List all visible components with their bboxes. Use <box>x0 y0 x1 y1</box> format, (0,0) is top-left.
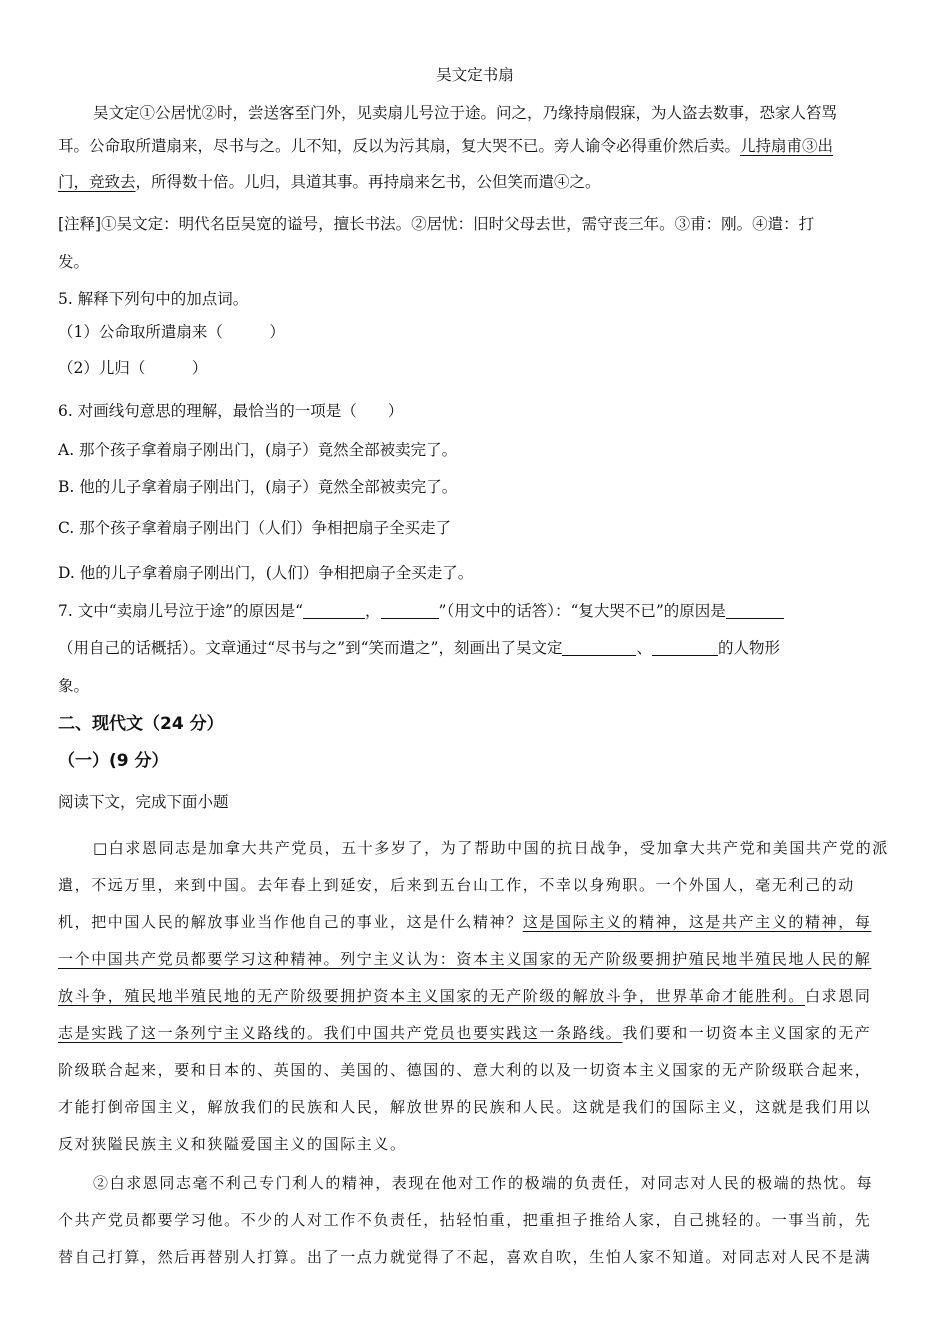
answer-blank[interactable] <box>652 639 718 656</box>
section-heading: 二、现代文（24 分） <box>58 714 224 734</box>
dotted-word: 遣 <box>160 323 177 341</box>
modern-line-9: 反对狭隘民族主义和狭隘爱国主义的国际主义。 <box>58 1135 407 1153</box>
modern-line-3: 机，把中国人民的解放事业当作他自己的事业，这是什么精神？这是国际主义的精神，这是共产主义的精神，每 <box>58 913 872 931</box>
modern-line-4: 一个中国共产党员都要学习这种精神。列宁主义认为：资本主义国家的无产阶级要拥护殖民地半殖民地人民的解 <box>58 950 872 968</box>
annotation-line-1: [注释]①吴文定：明代名臣吴宽的谥号，擅长书法。②居忧：旧时父母去世，需守丧三年。③甫：刚。④遣：打 <box>58 215 815 233</box>
modern-line-5: 放斗争，殖民地半殖民地的无产阶级要拥护资本主义国家的无产阶级的解放斗争，世界革命才能胜利。白求恩同 <box>58 987 872 1005</box>
modern-line-7: 阶级联合起来，要和日本的、英国的、美国的、德国的、意大利的以及一切资本主义国家的无产阶级联合起来， <box>58 1061 872 1079</box>
passage-title: 吴文定书扇 <box>436 66 514 84</box>
dotted-word: 归 <box>114 359 130 377</box>
underlined-passage: 放斗争，殖民地半殖民地的无产阶级要拥护资本主义国家的无产阶级的解放斗争，世界革命才能胜利。 <box>58 987 806 1005</box>
underlined-sentence-part2: 门，竞致去 <box>58 173 136 191</box>
question-5-item-1: （1）公命取所遣扇来（ ） <box>58 323 285 341</box>
classical-line-2: 耳。公命取所遣扇来，尽书与之。儿不知，反以为污其扇，复大哭不已。旁人谕令必得重价然后卖。儿持扇甫③出 <box>58 137 834 155</box>
classical-line-1: 吴文定①公居忧②时，尝送客至门外，见卖扇儿号泣于途。问之，乃缘持扇假寐，为人盗去数事，恐家人笞骂 <box>93 104 838 122</box>
modern-line-11: 个共产党员都要学习他。不少的人对工作不负责任，拈轻怕重，把重担子推给人家，自己挑轻的。一事当前，先 <box>58 1211 872 1229</box>
dotted-word-gui: 归 <box>259 173 276 191</box>
modern-line-10: ②白求恩同志毫不利己专门利人的精神，表现在他对工作的极端的负责任，对同志对人民的极端的热忱。每 <box>93 1174 874 1192</box>
modern-line-2: 遣，不远万里，来到中国。去年春上到延安，后来到五台山工作，不幸以身殉职。一个外国人，毫无利己的动 <box>58 876 855 894</box>
answer-blank[interactable] <box>303 602 365 619</box>
modern-line-8: 才能打倒帝国主义，解放我们的民族和人民，解放世界的民族和人民。这就是我们的国际主义，这就是我们用以 <box>58 1098 872 1116</box>
question-7-line-3: 象。 <box>58 677 90 695</box>
underlined-sentence-part1: 儿持扇甫③出 <box>740 137 834 155</box>
classical-line-3: 门，竞致去，所得数十倍。儿归，具道其事。再持扇来乞书，公但笑而遣④之。 <box>58 173 601 191</box>
reading-instruction: 阅读下文，完成下面小题 <box>58 793 229 811</box>
question-7-line-1: 7. 文中“卖扇儿号泣于途”的原因是“ ， ”（用文中的话答）：“复大哭不已”的原因是 <box>58 600 893 622</box>
modern-line-6: 志是实践了这一条列宁主义路线的。我们中国共产党员也要实践这一条路线。我们要和一切资本主义国家的无产 <box>58 1024 872 1042</box>
question-6-stem: 6. 对画线句意思的理解，最恰当的一项是（ ） <box>58 402 404 420</box>
question-5-stem: 5. 解释下列句中的加点词。 <box>58 290 249 308</box>
answer-blank[interactable] <box>562 639 636 656</box>
question-7-line-2: （用自己的话概括）。文章通过“尽书与之”到“笑而遣之”，刻画出了吴文定 、 的人物形 <box>58 639 780 657</box>
question-6-option-d: D. 他的儿子拿着扇子刚出门，(人们）争相把扇子全买走了。 <box>58 564 474 582</box>
dotted-word-qian: 遣 <box>151 137 167 155</box>
question-5-item-2: （2）儿归（ ） <box>58 359 208 377</box>
question-6-option-c: C. 那个孩子拿着扇子刚出门（人们）争相把扇子全买走了 <box>58 519 452 537</box>
underlined-passage: 这是国际主义的精神，这是共产主义的精神，每 <box>522 913 872 931</box>
modern-line-1: □白求恩同志是加拿大共产党员，五十多岁了，为了帮助中国的抗日战争，受加拿大共产党和美国共产党的派 <box>93 839 889 857</box>
question-6-option-b: B. 他的儿子拿着扇子刚出门，(扇子）竟然全部被卖完了。 <box>58 478 458 496</box>
answer-blank[interactable] <box>381 602 439 619</box>
answer-blank[interactable] <box>726 602 784 619</box>
underlined-passage: 志是实践了这一条列宁主义路线的。我们中国共产党员也要实践这一条路线。 <box>58 1024 623 1042</box>
modern-line-12: 替自己打算，然后再替别人打算。出了一点力就觉得了不起，喜欢自吹，生怕人家不知道。对同志对人民不是满 <box>58 1248 872 1266</box>
subsection-heading: （一）(9 分） <box>58 751 169 771</box>
question-6-option-a: A. 那个孩子拿着扇子刚出门，(扇子）竟然全部被卖完了。 <box>58 441 458 459</box>
annotation-line-2: 发。 <box>58 253 90 271</box>
